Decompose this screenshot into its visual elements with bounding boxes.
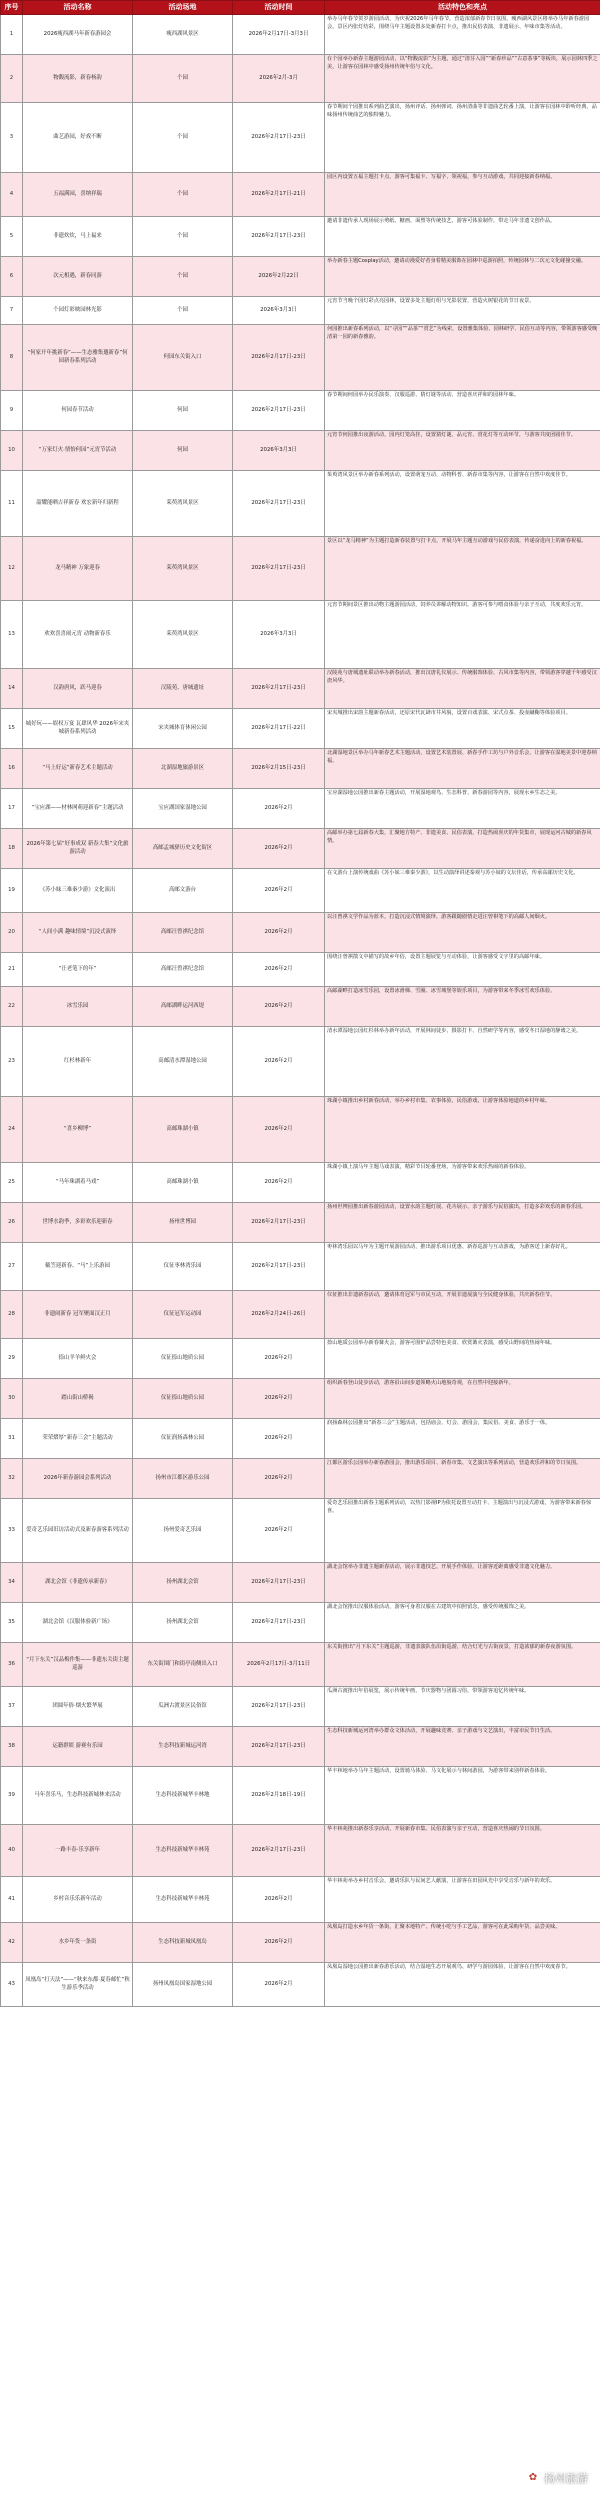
table-body xyxy=(1,15,600,2007)
table-cell-name: “马上好运”新春艺术主题活动 xyxy=(23,749,133,789)
table-row xyxy=(1,1097,600,1163)
table-row xyxy=(1,1767,600,1825)
table-cell-place: 个园 xyxy=(133,297,233,325)
table-cell-seq: 4 xyxy=(1,173,23,217)
table-cell-time: 2026年2月 xyxy=(233,1923,325,1963)
table-row xyxy=(1,1339,600,1379)
table-cell-time: 2026年2月 xyxy=(233,1097,325,1163)
table-cell-time: 2026年2月15日-23日 xyxy=(233,749,325,789)
table-cell-name: 凤凰岛“打天法”——“秋来东都·夏春邮忙”秋生游乐季活动 xyxy=(23,1963,133,2007)
table-cell-place: 高邮清水潭湿地公园 xyxy=(133,1027,233,1097)
table-cell-place: 北湖湿地旅游景区 xyxy=(133,749,233,789)
table-cell-name: 物馥流影，新春杨韵 xyxy=(23,55,133,103)
table-cell-time: 2026年2月 xyxy=(233,869,325,913)
table-cell-seq: 7 xyxy=(1,297,23,325)
table-cell-desc: 枣林湾乐园以马年为主题开展游园活动，推出游乐项目优惠、新春巡游与互动游戏，为游客送上新春好礼。 xyxy=(325,1243,600,1291)
table-cell-name: 2026年第七届“好事成双 新春大集”文化旅游活动 xyxy=(23,829,133,869)
table-cell-name: 水乡年货一条街 xyxy=(23,1923,133,1963)
table-cell-time: 2026年2月-3月 xyxy=(233,55,325,103)
table-cell-desc: 元宵节当晚个园灯彩点亮园林，设置多处主题灯组与光影装置，营造火树银花的节日夜景。 xyxy=(325,297,600,325)
table-cell-desc: 爱奇艺乐园推出新春主题系列活动，以热门影视IP为依托设置互动打卡、主题演出与沉浸式游戏，为游客带来新春惊喜。 xyxy=(325,1499,600,1563)
table-row xyxy=(1,1027,600,1097)
table-row xyxy=(1,913,600,953)
table-cell-desc: 瓜洲古渡推出年俗展览，展示传统年画、节庆器物与团圆习俗，带领游客追忆传统年味。 xyxy=(325,1687,600,1727)
table-cell-name: “喜乡柳博” xyxy=(23,1097,133,1163)
table-cell-name: 捺山羊羊鲜火会 xyxy=(23,1339,133,1379)
table-cell-desc: 高邮举办第七届新春大集，汇聚地方特产、非遗美食、民俗表演，打造热闹喜庆的年货集市，展现运河古城的新春风情。 xyxy=(325,829,600,869)
table-row xyxy=(1,1499,600,1563)
table-cell-time: 2026年2月17日-23日 xyxy=(233,669,325,709)
table-cell-desc: 华丰林地举办马年主题活动，设置骑马体验、马文化展示与林间游园，为游客带来别样新春体验。 xyxy=(325,1767,600,1825)
table-cell-time: 2026年2月17日-23日 xyxy=(233,1687,325,1727)
table-cell-desc: 宝应湖湿地公园推出新春主题活动，开展湿地观鸟、生态科普、新春游园等内容，展现水乡生态之美。 xyxy=(325,789,600,829)
table-cell-place: 高邮珠湖小镇 xyxy=(133,1163,233,1203)
table-cell-seq: 39 xyxy=(1,1767,23,1825)
table-cell-desc: 凤凰岛打造水乡年货一条街，汇聚本地特产、传统小吃与手工艺品，游客可在此采购年货、品尝美味。 xyxy=(325,1923,600,1963)
table-cell-desc: 茱萸湾风景区举办新春系列活动，设置萌宠互动、动物科普、新春市集等内容，让游客在自然中欢度佳节。 xyxy=(325,471,600,537)
table-cell-desc: 邀请非遗传承人现场展示剪纸、糖画、面塑等传统技艺，游客可体验制作，带走马年非遗文创作品。 xyxy=(325,217,600,257)
table-cell-desc: 仪征推出非遗新春活动，邀请体育冠军与市民互动，开展非遗展演与全民健身体验，共庆新春佳节。 xyxy=(325,1291,600,1339)
table-cell-seq: 31 xyxy=(1,1419,23,1459)
table-cell-seq: 36 xyxy=(1,1643,23,1687)
table-cell-desc: 润扬森林公园推出“新春三会”主题活动，包括庙会、灯会、游园会，集民俗、美食、游乐于一体。 xyxy=(325,1419,600,1459)
table-cell-seq: 15 xyxy=(1,709,23,749)
table-cell-name: 运籍群娱 游赛有乐园 xyxy=(23,1727,133,1767)
table-row xyxy=(1,1825,600,1877)
table-cell-time: 2026年2月17日-23日 xyxy=(233,537,325,601)
table-row xyxy=(1,1379,600,1419)
header-name: 活动名称 xyxy=(23,1,133,15)
table-cell-name: 2026瘦西湖马年新春游园会 xyxy=(23,15,133,55)
table-row xyxy=(1,829,600,869)
table-cell-seq: 16 xyxy=(1,749,23,789)
table-cell-name: 世博水韵季，多彩欢乐迎新春 xyxy=(23,1203,133,1243)
table-cell-place: 瘦西湖风景区 xyxy=(133,15,233,55)
table-cell-name: 汉韵唐风，跃马迎春 xyxy=(23,669,133,709)
table-cell-time: 2026年2月17日-3月3日 xyxy=(233,15,325,55)
table-cell-name: “马年珠湖着马戏” xyxy=(23,1163,133,1203)
table-cell-name: 个园灯彩映园林光影 xyxy=(23,297,133,325)
table-cell-time: 2026年2月17日-23日 xyxy=(233,1825,325,1877)
table-row xyxy=(1,55,600,103)
table-row xyxy=(1,1877,600,1923)
table-cell-place: 何园 xyxy=(133,391,233,431)
table-cell-time: 2026年3月3日 xyxy=(233,431,325,471)
table-cell-time: 2026年3月3日 xyxy=(233,601,325,669)
table-cell-time: 2026年3月3日 xyxy=(233,297,325,325)
table-cell-desc: 生态科技新城运河湾举办群众文体活动，开展趣味竞赛、亲子游戏与文艺演出，丰富市民节日生活。 xyxy=(325,1727,600,1767)
table-cell-name: 团圆年俗·烟火繁华展 xyxy=(23,1687,133,1727)
table-cell-name: 戴笠迎新春、“马”上乐游园 xyxy=(23,1243,133,1291)
table-cell-place: 高邮汪曾祺纪念馆 xyxy=(133,953,233,987)
table-cell-seq: 22 xyxy=(1,987,23,1027)
table-cell-time: 2026年2月17日-3月11日 xyxy=(233,1643,325,1687)
table-cell-name: 荣荣熠厚“新春三会”主题活动 xyxy=(23,1419,133,1459)
table-cell-desc: 园区内设置五福主题打卡点，游客可集福卡、写福字、领祝福，参与互动游戏，共同迎接新春纳福。 xyxy=(325,173,600,217)
table-cell-seq: 37 xyxy=(1,1687,23,1727)
table-cell-seq: 26 xyxy=(1,1203,23,1243)
table-cell-place: 扬州湖北会馆 xyxy=(133,1603,233,1643)
table-cell-time: 2026年2月 xyxy=(233,1499,325,1563)
table-cell-desc: 湖北会馆举办非遗主题新春活动，展示非遗技艺、开展手作体验，让游客近距离感受非遗文化魅力。 xyxy=(325,1563,600,1603)
table-cell-place: 个园 xyxy=(133,55,233,103)
table-row xyxy=(1,537,600,601)
table-cell-place: 个园 xyxy=(133,257,233,297)
table-cell-seq: 28 xyxy=(1,1291,23,1339)
table-cell-desc: 汉陵苑与唐城遗址联动举办新春活动，推出汉唐礼仪展示、传统服饰体验、古风市集等内容，带领游客穿越千年感受汉唐风华。 xyxy=(325,669,600,709)
table-cell-seq: 5 xyxy=(1,217,23,257)
table-cell-place: 生态科技新城华丰林苑 xyxy=(133,1825,233,1877)
table-cell-name: 湖北会馆《汉服体验新广场》 xyxy=(23,1603,133,1643)
table-cell-time: 2026年2月17日-23日 xyxy=(233,1203,325,1243)
table-cell-time: 2026年2月17日-23日 xyxy=(233,1563,325,1603)
table-cell-seq: 14 xyxy=(1,669,23,709)
table-cell-time: 2026年2月18日-19日 xyxy=(233,1767,325,1825)
table-cell-desc: 景区以“龙马精神”为主题打造新春装置与打卡点，开展马年主题互动游戏与民俗表演，传递奋进向上的新春祝福。 xyxy=(325,537,600,601)
table-cell-desc: 组织新春登山徒步活动，游客沿山间步道领略火山地貌奇观，在自然中迎接新年。 xyxy=(325,1379,600,1419)
table-cell-place: 茱萸湾风景区 xyxy=(133,537,233,601)
table-cell-time: 2026年2月17日-23日 xyxy=(233,217,325,257)
table-cell-place: 生态科技新城凤凰岛 xyxy=(133,1923,233,1963)
table-row xyxy=(1,15,600,55)
table-cell-place: 何园东关街入口 xyxy=(133,325,233,391)
table-cell-seq: 6 xyxy=(1,257,23,297)
table-cell-place: 宋夹城体育休闲公园 xyxy=(133,709,233,749)
table-cell-name: 2026年新春游园会系列活动 xyxy=(23,1459,133,1499)
table-cell-seq: 18 xyxy=(1,829,23,869)
table-cell-place: 个园 xyxy=(133,103,233,173)
table-cell-place: 扬州市江都区游乐公园 xyxy=(133,1459,233,1499)
table-cell-place: 瓜洲古渡景区民俗馆 xyxy=(133,1687,233,1727)
table-row xyxy=(1,1563,600,1603)
table-cell-seq: 3 xyxy=(1,103,23,173)
table-cell-name: 踏山街山桥褐 xyxy=(23,1379,133,1419)
table-cell-name: “汪老笔下的年” xyxy=(23,953,133,987)
table-cell-desc: 江都区游乐公园举办新春游园会，推出游乐项目、新春市集、文艺演出等系列活动，营造欢乐祥和的节日氛围。 xyxy=(325,1459,600,1499)
table-cell-seq: 9 xyxy=(1,391,23,431)
table-cell-desc: 珠湖小镇上演马年主题马戏表演，精彩节目轮番登场，为游客带来欢乐热闹的新春体验。 xyxy=(325,1163,600,1203)
table-cell-time: 2026年2月17日-23日 xyxy=(233,1243,325,1291)
table-cell-place: 仪征捺山地质公园 xyxy=(133,1339,233,1379)
table-cell-name: 何园春节活动 xyxy=(23,391,133,431)
table-row xyxy=(1,1923,600,1963)
table-cell-time: 2026年2月17日-23日 xyxy=(233,1603,325,1643)
table-cell-seq: 13 xyxy=(1,601,23,669)
table-cell-place: 扬州湖北会馆 xyxy=(133,1563,233,1603)
table-cell-place: 茱萸湾风景区 xyxy=(133,471,233,537)
table-row xyxy=(1,431,600,471)
table-row xyxy=(1,869,600,913)
table-cell-seq: 25 xyxy=(1,1163,23,1203)
table-row xyxy=(1,669,600,709)
table-cell-time: 2026年2月17日-23日 xyxy=(233,325,325,391)
table-cell-seq: 24 xyxy=(1,1097,23,1163)
table-cell-place: 仪征润扬森林公园 xyxy=(133,1419,233,1459)
header-seq: 序号 xyxy=(1,1,23,15)
table-cell-seq: 29 xyxy=(1,1339,23,1379)
table-cell-seq: 1 xyxy=(1,15,23,55)
table-row xyxy=(1,1243,600,1291)
table-cell-place: 高邮湖畔运河西堤 xyxy=(133,987,233,1027)
table-cell-seq: 32 xyxy=(1,1459,23,1499)
table-row xyxy=(1,601,600,669)
table-row xyxy=(1,1727,600,1767)
table-cell-desc: 珠湖小镇推出乡村新春活动，举办乡村市集、农事体验、民俗游戏，让游客体验地道的乡村年味。 xyxy=(325,1097,600,1163)
table-row xyxy=(1,325,600,391)
table-cell-desc: 春节期间何园举办民乐演奏、汉服巡游、猜灯谜等活动，营造喜庆祥和的园林年味。 xyxy=(325,391,600,431)
table-cell-seq: 11 xyxy=(1,471,23,537)
table-cell-time: 2026年2月 xyxy=(233,1419,325,1459)
table-cell-desc: 清水潭湿地公园红杉林举办新年活动，开展林间徒步、摄影打卡、自然研学等内容，感受冬日湿地的静谧之美。 xyxy=(325,1027,600,1097)
table-cell-desc: 以汪曾祺文学作品为蓝本，打造沉浸式情境演绎，游客跟随剧情走进汪曾祺笔下的高邮人间烟火。 xyxy=(325,913,600,953)
table-cell-place: 茱萸湾风景区 xyxy=(133,601,233,669)
table-cell-time: 2026年2月 xyxy=(233,987,325,1027)
table-cell-desc: 北湖湿地景区举办马年新春艺术主题活动，设置艺术装置展、新春手作工坊与户外音乐会，让游客在湿地美景中迎春纳福。 xyxy=(325,749,600,789)
table-cell-name: 《苏小妹三难秦少游》文化演出 xyxy=(23,869,133,913)
table-cell-time: 2026年2月24日-26日 xyxy=(233,1291,325,1339)
watermark-text: 扬州旅游 xyxy=(544,2472,588,2485)
table-row xyxy=(1,1163,600,1203)
table-row xyxy=(1,257,600,297)
table-cell-desc: 举办马年春节贺岁游园活动，为庆祝2026年马年春节，营造浓郁新春节日氛围，瘦西湖风景区将举办马年新春游园会。景区内张灯结彩，围绕马年主题设置多处新春打卡点，推出民俗表演、非遗展示、年味市集等活动。 xyxy=(325,15,600,55)
table-cell-name: 非遗炊炊，马上福来 xyxy=(23,217,133,257)
table-cell-name: 一路丰春·乐享新年 xyxy=(23,1825,133,1877)
table-cell-time: 2026年2月 xyxy=(233,1877,325,1923)
table-cell-place: 高邮珠湖小镇 xyxy=(133,1097,233,1163)
table-cell-place: 何园 xyxy=(133,431,233,471)
table-cell-time: 2026年2月17日-23日 xyxy=(233,391,325,431)
table-cell-desc: 东关街推出“月下东关”主题巡游，非遗表演队伍沿街巡游，结合灯光与古街夜景，打造浓郁的新春夜游氛围。 xyxy=(325,1643,600,1687)
table-cell-desc: 高邮湖畔打造冰雪乐园，设置冰滑梯、雪圈、冰雪城堡等娱乐项目，为游客带来冬季冰雪欢乐体验。 xyxy=(325,987,600,1027)
table-cell-time: 2026年2月 xyxy=(233,1963,325,2007)
table-cell-seq: 42 xyxy=(1,1923,23,1963)
table-cell-place: 生态科技新城运河湾 xyxy=(133,1727,233,1767)
table-cell-name: 五福满园，喜纳祥瑞 xyxy=(23,173,133,217)
table-cell-seq: 30 xyxy=(1,1379,23,1419)
table-cell-name: 欢欢喜喜闹元宵 动物新春乐 xyxy=(23,601,133,669)
table-cell-place: 高邮汪曾祺纪念馆 xyxy=(133,913,233,953)
table-cell-place: 生态科技新城华丰林苑 xyxy=(133,1877,233,1923)
table-cell-name: 非遗闹新春 冠军聚面汉正月 xyxy=(23,1291,133,1339)
table-cell-time: 2026年2月17日-23日 xyxy=(233,1727,325,1767)
table-row xyxy=(1,749,600,789)
table-row xyxy=(1,1459,600,1499)
table-cell-time: 2026年2月 xyxy=(233,953,325,987)
table-cell-seq: 33 xyxy=(1,1499,23,1563)
table-cell-desc: 湖北会馆推出汉服体验活动，游客可身着汉服在古建筑中拍照留念，感受传统服饰之美。 xyxy=(325,1603,600,1643)
table-cell-desc: 元宵节何园推出夜游活动，园内灯笼高挂，设置猜灯谜、品元宵、赏花灯等互动环节，与游客共度团圆佳节。 xyxy=(325,431,600,471)
table-cell-time: 2026年2月17日-21日 xyxy=(233,173,325,217)
table-cell-place: 扬州爱奇艺乐园 xyxy=(133,1499,233,1563)
table-row xyxy=(1,709,600,749)
table-cell-desc: 在文游台上演传统戏曲《苏小妹三难秦少游》，以生动演绎讲述秦观与苏小妹的文坛佳话，传承高邮历史文化。 xyxy=(325,869,600,913)
table-cell-desc: 凤凰岛湿地公园推出新春游乐活动，结合湿地生态开展观鸟、研学与游园体验，让游客在自然中欢度春节。 xyxy=(325,1963,600,2007)
table-row xyxy=(1,1643,600,1687)
table-cell-name: 乡村音乐乐新年活动 xyxy=(23,1877,133,1923)
table-cell-time: 2026年2月 xyxy=(233,829,325,869)
table-cell-place: 高邮文游台 xyxy=(133,869,233,913)
table-cell-seq: 12 xyxy=(1,537,23,601)
table-cell-name: 冰雪乐园 xyxy=(23,987,133,1027)
table-cell-desc: 华丰林苑举办乡村音乐会，邀请乐队与民间艺人献演，让游客在田园风光中享受音乐与新年的欢乐。 xyxy=(325,1877,600,1923)
table-row xyxy=(1,1687,600,1727)
table-cell-place: 仪征枣林湾乐园 xyxy=(133,1243,233,1291)
header-time: 活动时间 xyxy=(233,1,325,15)
table-cell-name: 湖北会馆《非遗传承新春》 xyxy=(23,1563,133,1603)
table-cell-seq: 27 xyxy=(1,1243,23,1291)
table-cell-desc: 宋夹城推出宋韵主题新春活动，还原宋代瓦肆市井风貌，设置百戏表演、宋式点茶、投壶蹴鞠等体验项目。 xyxy=(325,709,600,749)
table-cell-place: 扬州凤凰岛国家湿地公园 xyxy=(133,1963,233,2007)
table-cell-desc: 举办新春主题Cosplay活动，邀请动漫爱好者身着精美服饰在园林中巡游拍照，传统园林与二次元文化碰撞交融。 xyxy=(325,257,600,297)
table-cell-name: “宝应湖——材林网萌迎新春”主题活动 xyxy=(23,789,133,829)
table-row xyxy=(1,987,600,1027)
table-cell-place: 个园 xyxy=(133,173,233,217)
table-cell-name: 红杉林新年 xyxy=(23,1027,133,1097)
table-cell-time: 2026年2月 xyxy=(233,1339,325,1379)
table-cell-name: “何家开年挑新春”——生态雅集邀新春”何园新春系列活动 xyxy=(23,325,133,391)
table-cell-seq: 17 xyxy=(1,789,23,829)
table-cell-desc: 捺山地质公园举办新春篝火会，游客可围炉品尝特色美食、欣赏篝火表演，感受山野间的热闹年味。 xyxy=(325,1339,600,1379)
table-header xyxy=(1,1,600,15)
table-cell-place: 仪征捺山地质公园 xyxy=(133,1379,233,1419)
table-cell-desc: 在个园举办新春主题游园活动，以“物馥流影”为主题，通过“清芬入园”“新春珍品”“古意茶事”等板块，展示园林四季之美，让游客在园林中感受扬州传统年俗与文化。 xyxy=(325,55,600,103)
table-row xyxy=(1,173,600,217)
table-row xyxy=(1,297,600,325)
table-cell-name: 韶耀能晒吉祥新春 欢宏新年归新程 xyxy=(23,471,133,537)
table-cell-seq: 41 xyxy=(1,1877,23,1923)
table-cell-desc: 扬州世博园推出新春游园活动，设置水韵主题灯展、花卉展示、亲子游乐与民俗演出，打造多彩欢乐的新春乐园。 xyxy=(325,1203,600,1243)
table-row xyxy=(1,1291,600,1339)
table-cell-name: 龙马精神 万象迎春 xyxy=(23,537,133,601)
table-cell-seq: 38 xyxy=(1,1727,23,1767)
table-cell-name: “人间小满 趣味情境”沉浸式演绎 xyxy=(23,913,133,953)
table-cell-seq: 21 xyxy=(1,953,23,987)
table-cell-seq: 19 xyxy=(1,869,23,913)
table-cell-place: 仪征冠军运动园 xyxy=(133,1291,233,1339)
table-cell-place: 生态科技新城华丰林地 xyxy=(133,1767,233,1825)
table-row xyxy=(1,1203,600,1243)
table-cell-time: 2026年2月 xyxy=(233,1027,325,1097)
table-cell-seq: 35 xyxy=(1,1603,23,1643)
table-cell-name: 城好玩——娱权万宴 瓦肆风华 2026年宋夹城新春系列活动 xyxy=(23,709,133,749)
watermark xyxy=(526,2470,588,2486)
table-cell-time: 2026年2月 xyxy=(233,1379,325,1419)
table-cell-seq: 8 xyxy=(1,325,23,391)
table-cell-place: 东关街围门和街亭南侧出入口 xyxy=(133,1643,233,1687)
table-cell-time: 2026年2月17日-23日 xyxy=(233,471,325,537)
table-cell-desc: 华丰林苑推出新春乐享活动，开展新春市集、民俗表演与亲子互动，营造喜庆热闹的节日氛围。 xyxy=(325,1825,600,1877)
table-cell-place: 高邮孟城驿历史文化街区 xyxy=(133,829,233,869)
table-cell-name: 马年喜乐马，生态科技新城林来活动 xyxy=(23,1767,133,1825)
table-cell-seq: 43 xyxy=(1,1963,23,2007)
table-cell-desc: 围绕汪曾祺散文中描写的故乡年俗，设置主题展览与互动体验，让游客感受文字里的高邮年味。 xyxy=(325,953,600,987)
table-cell-name: “月下东关”汉品梅作集——非遗东关街主题巡游 xyxy=(23,1643,133,1687)
table-cell-place: 扬州世博园 xyxy=(133,1203,233,1243)
table-row xyxy=(1,789,600,829)
table-cell-seq: 34 xyxy=(1,1563,23,1603)
table-row xyxy=(1,471,600,537)
table-cell-name: 次元相遇，新春同游 xyxy=(23,257,133,297)
logo-icon: ✿ xyxy=(526,2471,540,2485)
table-row xyxy=(1,953,600,987)
header-place: 活动场地 xyxy=(133,1,233,15)
table-cell-seq: 10 xyxy=(1,431,23,471)
table-cell-time: 2026年2月 xyxy=(233,913,325,953)
table-row xyxy=(1,1963,600,2007)
table-cell-desc: 元宵节期间景区推出动物主题游园活动，饲养员讲解动物知识，游客可参与喂食体验与亲子互动，共度欢乐元宵。 xyxy=(325,601,600,669)
table-cell-seq: 2 xyxy=(1,55,23,103)
table-cell-place: 个园 xyxy=(133,217,233,257)
table-cell-time: 2026年2月 xyxy=(233,789,325,829)
table-cell-name: 曲艺游园，好戏不断 xyxy=(23,103,133,173)
table-cell-time: 2026年2月 xyxy=(233,1459,325,1499)
table-cell-seq: 40 xyxy=(1,1825,23,1877)
table-row xyxy=(1,1603,600,1643)
table-row xyxy=(1,391,600,431)
table-cell-seq: 20 xyxy=(1,913,23,953)
table-cell-desc: 春节期间个园推出系列曲艺演出，扬州评话、扬州弹词、扬州清曲等非遗曲艺轮番上演，让游客在园林中聆听经典，品味扬州传统曲艺的独特魅力。 xyxy=(325,103,600,173)
table-cell-seq: 23 xyxy=(1,1027,23,1097)
table-cell-desc: 何园推出新春系列活动，以“寻园”“品茶”“赏艺”为线索，设置雅集体验、园林研学、民俗互动等内容，带领游客感受晚清第一园的新春雅韵。 xyxy=(325,325,600,391)
table-row xyxy=(1,103,600,173)
header-desc: 活动特色和亮点 xyxy=(325,1,600,15)
table-row xyxy=(1,1419,600,1459)
table-cell-name: 爱奇艺乐园旧访活动式及新春游客系列活动 xyxy=(23,1499,133,1563)
table-cell-time: 2026年2月22日 xyxy=(233,257,325,297)
table-cell-time: 2026年2月 xyxy=(233,1163,325,1203)
table-cell-place: 宝应湖国家湿地公园 xyxy=(133,789,233,829)
table-cell-time: 2026年2月17日-22日 xyxy=(233,709,325,749)
table-cell-name: “万家灯火·情怡何园”元宵节活动 xyxy=(23,431,133,471)
table-row xyxy=(1,217,600,257)
table-cell-time: 2026年2月17日-23日 xyxy=(233,103,325,173)
table-cell-place: 汉陵苑、唐城遗址 xyxy=(133,669,233,709)
